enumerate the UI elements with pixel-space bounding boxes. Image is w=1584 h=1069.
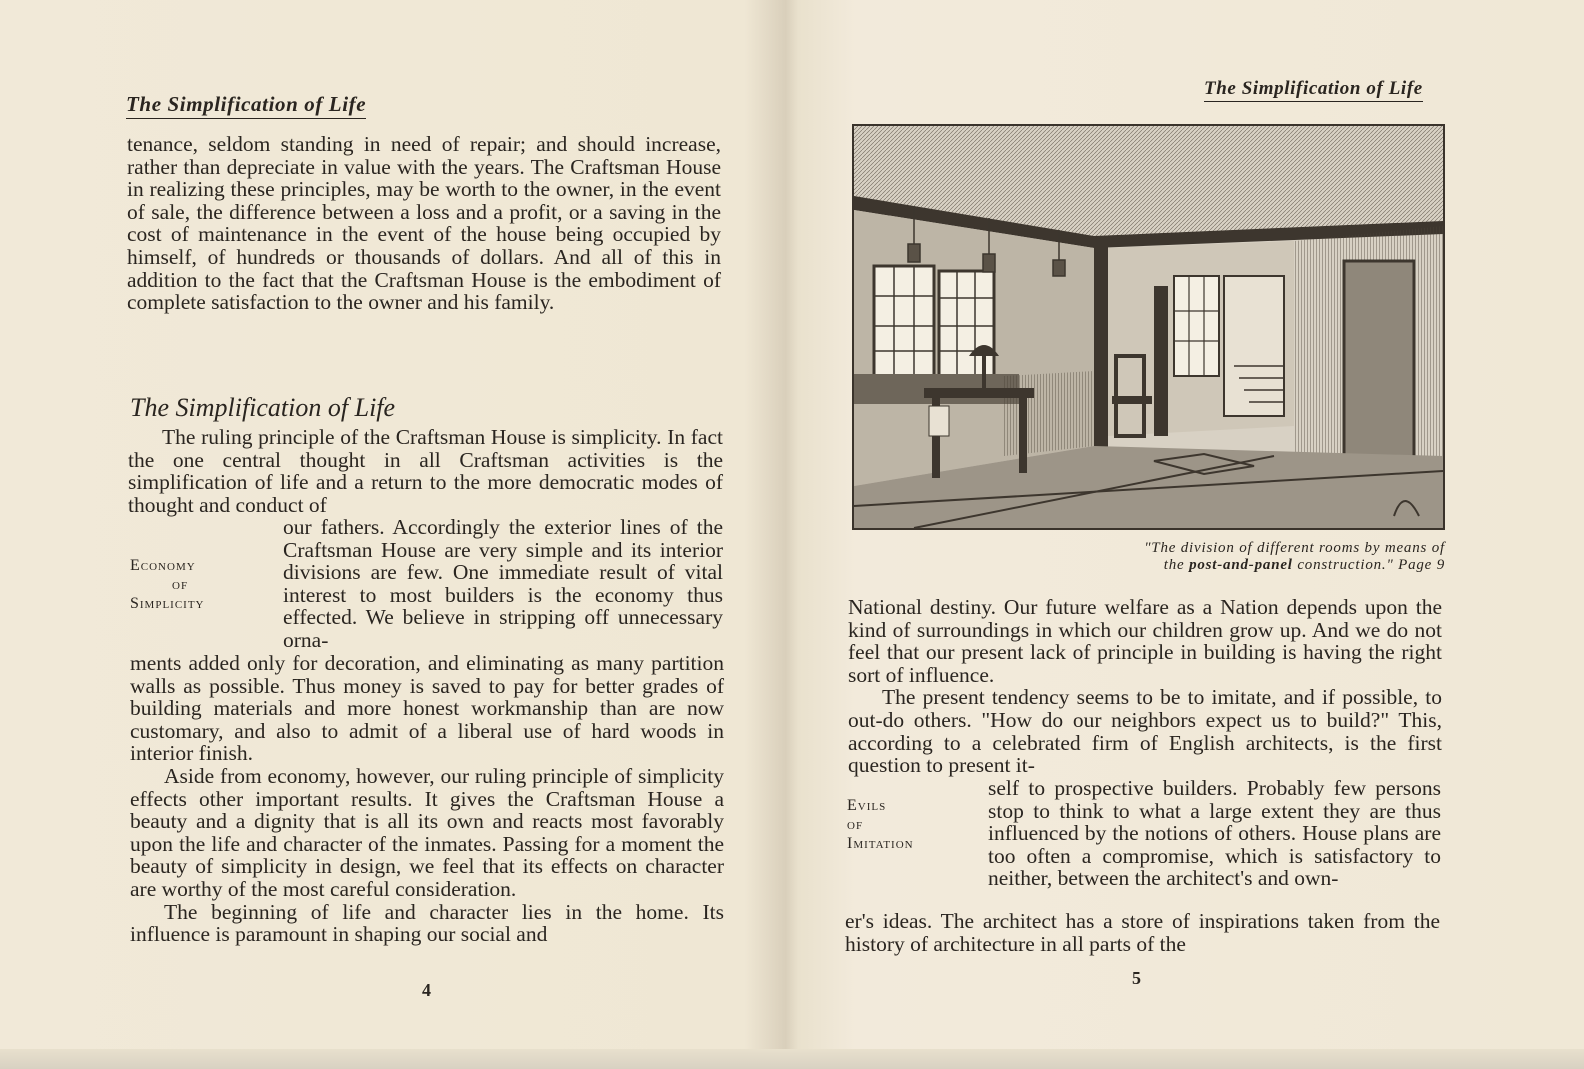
room-engraving	[854, 126, 1443, 528]
body-text-intro	[128, 426, 723, 516]
page-number: 4	[422, 980, 431, 1000]
interior-illustration	[852, 124, 1445, 530]
margin-heading-line: Imitation	[847, 835, 914, 852]
margin-heading	[130, 556, 260, 613]
caption-line: the	[1163, 557, 1190, 573]
paragraph: Aside from economy, however, our ruling principle of simplicity effects other important results. It gives the Craftsman House a beauty and a dignity that is all its own and reacts most favorably upon the life and character of the inmates. Passing for a moment the beauty of simplicity in design, we feel that its effects on character are worthy of the most careful consideration.	[130, 763, 724, 901]
body-text-bottom	[130, 652, 724, 946]
body-text-top	[848, 596, 1442, 777]
paragraph: our fathers. Accordingly the exterior lines of the Craftsman House are very simple and its interior divisions are few. One immediate result of vital interest to most builders is the economy thus effected. We believe in stripping off unnecessary orna-	[283, 515, 723, 652]
margin-heading-line: Simplicity	[130, 595, 205, 612]
paragraph: The ruling principle of the Craftsman House is simplicity. In fact the one central thought in all Craftsman activities is the simplification of life and a return to the more democratic modes of thought and conduct of	[128, 425, 723, 517]
body-text-bottom	[845, 910, 1440, 955]
illustration-caption	[1005, 540, 1445, 574]
paragraph: ments added only for decoration, and eliminating as many partition walls as possible. Thus money is saved to pay for better grades of building materials and more honest workmanship than are now customary, and also to admit of a liberal use of hard woods in interior finish.	[130, 651, 724, 766]
caption-line: construction." Page 9	[1292, 557, 1445, 573]
margin-heading-line: Economy	[130, 557, 196, 574]
paragraph: The present tendency seems to be to imitate, and if possible, to out-do others. "How do our neighbors expect us to build?" This, according to a celebrated firm of English architects, is the first question to present it-	[848, 685, 1442, 778]
running-head-right: The Simplification of Life	[1204, 78, 1423, 102]
body-text-top	[127, 133, 721, 314]
paragraph: tenance, seldom standing in need of repair; and should increase, rather than depreciate in value with the years. The Craftsman House in realizing these principles, may be worth to the owner, in the event of sale, the difference between a loss and a profit, or a saving in the cost of maintenance in the event of the house being occupied by himself, of hundreds or thousands of dollars. And all of this in addition to the fact that the Craftsman House is the embodiment of complete satisfaction to the owner and his family.	[127, 132, 721, 315]
paragraph: er's ideas. The architect has a store of inspirations taken from the history of architecture in all parts of the	[845, 909, 1440, 956]
margin-heading-line: Evils	[847, 797, 887, 814]
running-head-left: The Simplification of Life	[126, 92, 366, 119]
right-page	[800, 0, 1584, 1069]
section-heading: The Simplification of Life	[130, 393, 396, 422]
caption-line: "The division of different rooms by means of	[1144, 540, 1445, 556]
paragraph: The beginning of life and character lies in the home. Its influence is paramount in shaping our social and	[130, 899, 724, 947]
margin-heading-line: of	[172, 576, 189, 593]
paragraph: self to prospective builders. Probably few persons stop to think to what a large extent they are thus influenced by the notions of others. House plans are too often a compromise, which is satisfactory to neither, between the architect's and own-	[988, 776, 1441, 891]
page-number: 5	[1132, 968, 1141, 988]
body-text-beside-margin	[988, 777, 1441, 890]
page-bottom-edge	[0, 1049, 1584, 1069]
margin-heading-line: of	[847, 816, 864, 833]
margin-heading	[847, 796, 977, 853]
paragraph: National destiny. Our future welfare as a Nation depends upon the kind of surroundings in which our children grow up. And we do not feel that our present lack of principle in building is having the right sort of influence.	[848, 595, 1442, 687]
caption-bold-term: post-and-panel	[1189, 557, 1293, 573]
left-page	[0, 0, 790, 1069]
body-text-beside-margin	[283, 516, 723, 652]
